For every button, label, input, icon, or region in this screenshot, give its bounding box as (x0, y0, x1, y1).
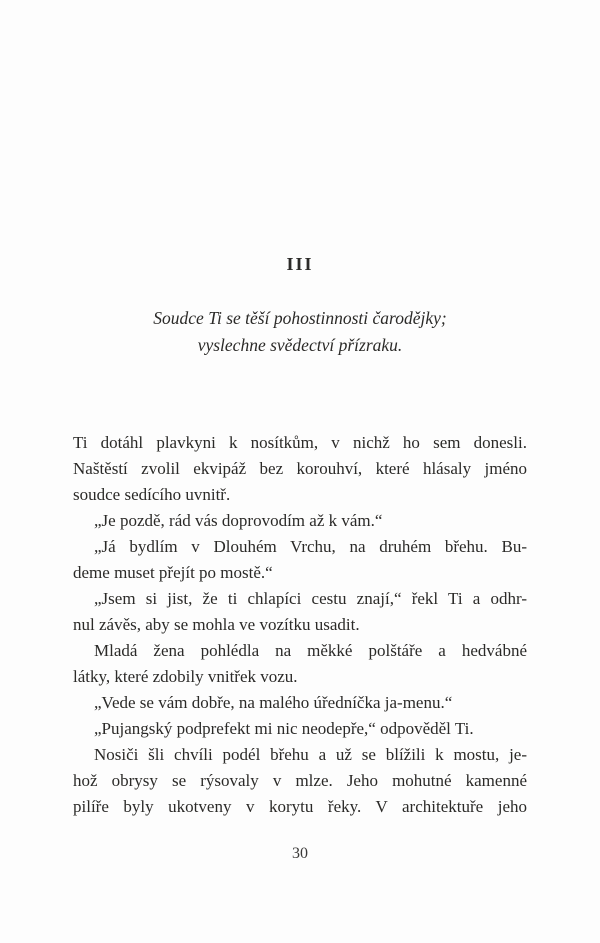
text-line: „Pujangský podprefekt mi nic neodepře,“ odpověděl Ti. (94, 719, 474, 738)
paragraph (73, 690, 527, 716)
paragraph (73, 430, 527, 508)
body-text (73, 430, 527, 820)
page-number: 30 (292, 845, 308, 862)
chapter-subtitle-line: vyslechne svědectví přízraku. (197, 335, 403, 355)
text-line: hož obrysy se rýsovaly v mlze. Jeho mohutné kamenné (73, 771, 527, 790)
text-line: Ti dotáhl plavkyni k nosítkům, v nichž ho sem donesli. (73, 433, 527, 452)
chapter-subtitle-line: Soudce Ti se těší pohostinnosti čarodějky; (153, 308, 447, 328)
paragraph (73, 508, 527, 534)
chapter-number: III (286, 254, 314, 274)
text-line: pilíře byly ukotveny v korytu řeky. V architektuře jeho (73, 797, 527, 816)
text-line: „Já bydlím v Dlouhém Vrchu, na druhém břehu. Bu- (94, 537, 527, 556)
text-line: deme muset přejít po mostě.“ (73, 563, 273, 582)
text-line: Nosiči šli chvíli podél břehu a už se blížili k mostu, je- (94, 745, 527, 764)
paragraph (73, 586, 527, 638)
paragraph (73, 534, 527, 586)
text-line: látky, které zdobily vnitřek vozu. (73, 667, 298, 686)
chapter-subtitle (0, 305, 600, 359)
text-line: „Je pozdě, rád vás doprovodím až k vám.“ (94, 511, 383, 530)
text-line: Mladá žena pohlédla na měkké polštáře a hedvábné (94, 641, 527, 660)
paragraph (73, 716, 527, 742)
text-line: nul závěs, aby se mohla ve vozítku usadit. (73, 615, 360, 634)
text-line: „Vede se vám dobře, na malého úředníčka ja-menu.“ (94, 693, 453, 712)
text-line: Naštěstí zvolil ekvipáž bez korouhví, které hlásaly jméno (73, 459, 527, 478)
text-line: „Jsem si jist, že ti chlapíci cestu znají,“ řekl Ti a odhr- (94, 589, 527, 608)
text-line: soudce sedícího uvnitř. (73, 485, 231, 504)
paragraph (73, 742, 527, 820)
paragraph (73, 638, 527, 690)
